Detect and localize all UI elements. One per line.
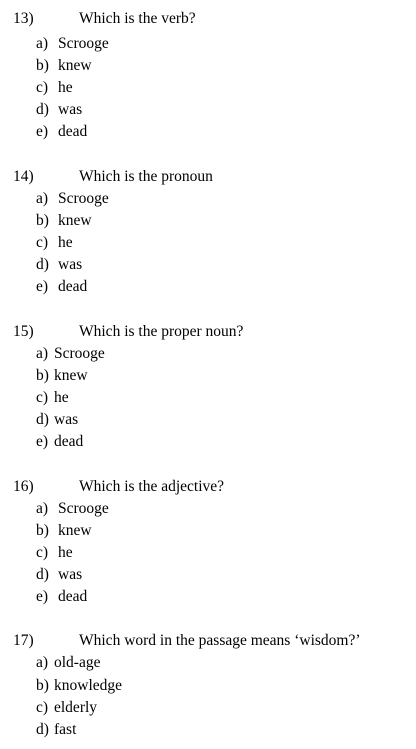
option-letter: e) (36, 588, 49, 605)
option-letter: e) (36, 123, 49, 140)
option-text: knew (58, 212, 92, 229)
option-letter: b) (36, 677, 49, 694)
option-letter: b) (36, 367, 49, 384)
question-number: 16) (13, 478, 34, 495)
option-letter: c) (36, 234, 49, 251)
option-letter: d) (36, 721, 49, 738)
question-text: Which word in the passage means ‘wisdom?’ (79, 632, 361, 649)
option-letter: d) (36, 101, 49, 118)
option-text: Scrooge (58, 35, 109, 52)
option-text: was (54, 411, 79, 428)
question-text: Which is the pronoun (79, 168, 213, 185)
question-text: Which is the verb? (79, 10, 196, 27)
option-letter: a) (36, 500, 49, 517)
question-text: Which is the adjective? (79, 478, 225, 495)
option-text: knew (58, 522, 92, 539)
option-letter: e) (36, 278, 49, 295)
option-letter: c) (36, 79, 49, 96)
option-text: old-age (54, 654, 101, 671)
option-letter: a) (36, 35, 49, 52)
option-letter: b) (36, 57, 49, 74)
option-text: dead (54, 433, 84, 450)
question-number: 17) (13, 632, 34, 649)
question-text: Which is the proper noun? (79, 323, 244, 340)
question-number: 15) (13, 323, 34, 340)
option-text: was (58, 566, 83, 583)
option-text: he (58, 544, 73, 561)
option-text: Scrooge (58, 190, 109, 207)
option-letter: d) (36, 566, 49, 583)
option-letter: b) (36, 212, 49, 229)
option-text: was (58, 101, 83, 118)
option-letter: e) (36, 433, 49, 450)
option-letter: b) (36, 522, 49, 539)
question-number: 13) (13, 10, 34, 27)
option-letter: a) (36, 190, 49, 207)
option-text: knew (58, 57, 92, 74)
option-text: knew (54, 367, 88, 384)
option-letter: a) (36, 345, 49, 362)
option-text: elderly (54, 699, 98, 716)
option-text: was (58, 256, 83, 273)
option-letter: d) (36, 411, 49, 428)
option-text: dead (58, 278, 88, 295)
option-text: Scrooge (54, 345, 105, 362)
option-text: dead (58, 588, 88, 605)
option-text: he (58, 79, 73, 96)
question-number: 14) (13, 168, 34, 185)
option-text: dead (58, 123, 88, 140)
option-letter: c) (36, 699, 49, 716)
option-text: fast (54, 721, 77, 738)
option-text: he (54, 389, 69, 406)
option-text: Scrooge (58, 500, 109, 517)
option-text: knowledge (54, 677, 123, 694)
option-letter: d) (36, 256, 49, 273)
option-letter: a) (36, 654, 49, 671)
option-letter: c) (36, 544, 49, 561)
option-text: he (58, 234, 73, 251)
option-letter: c) (36, 389, 49, 406)
